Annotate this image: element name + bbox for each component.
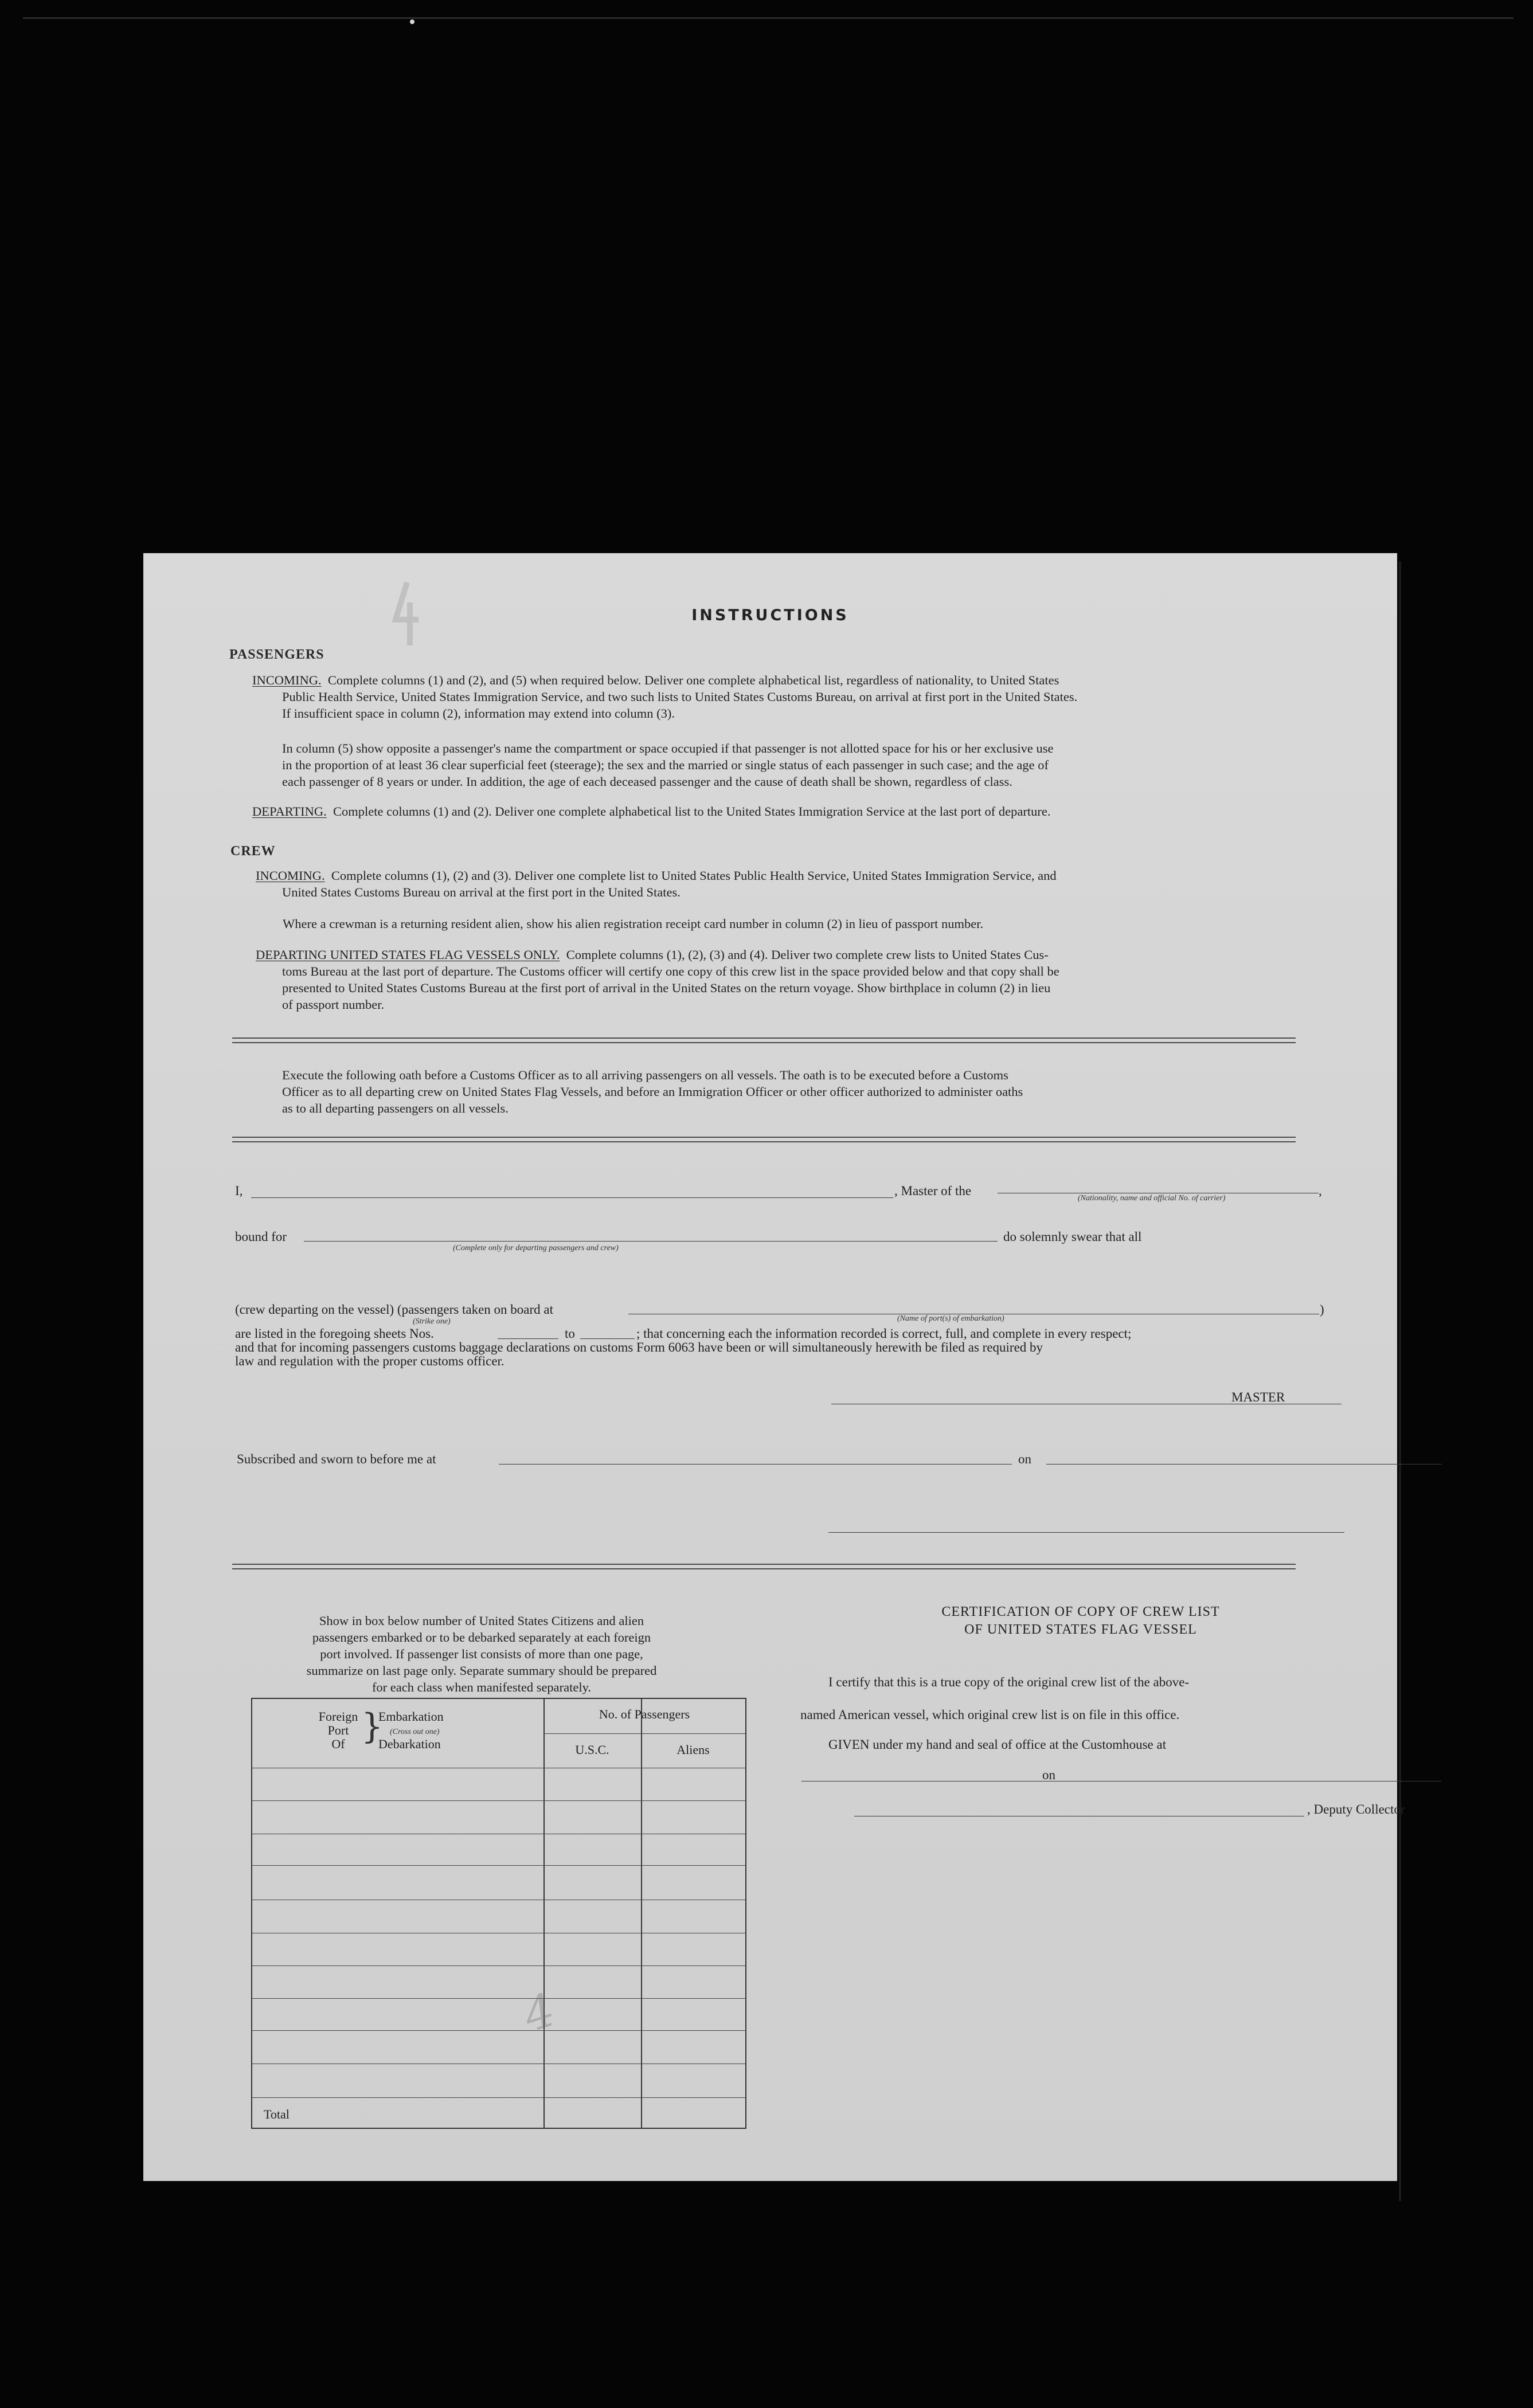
passengers-incoming-line-3: If insufficient space in column (2), information may extend into column (3). <box>282 706 675 721</box>
total-label: Total <box>264 2107 290 2121</box>
column5-paragraph <box>282 740 1291 790</box>
crew-departing-line-4: of passport number. <box>282 997 385 1012</box>
film-frame-edge <box>23 17 1514 19</box>
sheet-to-field[interactable] <box>580 1338 635 1339</box>
passengers-departing-lead: DEPARTING. <box>252 804 327 819</box>
crew-departing-line-1 <box>256 946 1293 963</box>
header-port: Port <box>327 1723 349 1737</box>
certification-title-line-2: OF UNITED STATES FLAG VESSEL <box>964 1622 1197 1637</box>
crew-incoming-line-2: United States Customs Bureau on arrival at the first port in the United States. <box>282 885 681 899</box>
listed-sheets-start: are listed in the foregoing sheets Nos. <box>235 1326 434 1341</box>
subscribed-sworn-label: Subscribed and sworn to before me at <box>237 1452 436 1466</box>
header-no-of-passengers: No. of Passengers <box>599 1707 690 1721</box>
officer-signature-field[interactable] <box>828 1532 1344 1533</box>
summary-instructions <box>235 1612 728 1696</box>
summary-instructions-line-5: for each class when manifested separately. <box>371 1680 592 1694</box>
section-divider <box>232 1037 1296 1043</box>
header-aliens: Aliens <box>676 1743 710 1757</box>
passengers-departing-paragraph <box>252 803 1296 820</box>
baggage-declaration-text: and that for incoming passengers customs baggage declarations on customs Form 6063 have been or will simultaneously herewith be filed as required by <box>235 1340 1043 1354</box>
master-name-field[interactable] <box>251 1197 893 1198</box>
column5-line-3: each passenger of 8 years or under. In addition, the age of each deceased passenger and the cause of death shall be shown, regardless of class. <box>282 774 1012 789</box>
oath-instructions-paragraph <box>282 1067 1285 1117</box>
certification-title-line-1: CERTIFICATION OF COPY OF CREW LIST <box>941 1604 1220 1619</box>
summary-instructions-line-1: Show in box below number of United States Citizens and alien <box>319 1614 644 1628</box>
form-page <box>143 553 1405 2181</box>
table-header-divider <box>543 1733 745 1734</box>
crew-departing-line-3: presented to United States Customs Bureau at the first port of arrival in the United States on the return voyage. Show birthplace in column (2) in lieu <box>282 981 1051 995</box>
passengers-incoming-paragraph <box>252 672 1290 722</box>
table-row-divider <box>252 1800 745 1801</box>
crew-incoming-text-1: Complete columns (1), (2) and (3). Deliver one complete list to United States Public Health Service, United States Immigration Service, and <box>331 868 1057 883</box>
listed-sheets-to: to <box>565 1326 575 1341</box>
summary-instructions-line-2: passengers embarked or to be debarked separately at each foreign <box>312 1630 651 1645</box>
table-row-divider <box>252 2097 745 2098</box>
master-label: MASTER <box>1231 1390 1285 1404</box>
column5-line-2: in the proportion of at least 36 clear superficial feet (steerage); the sex and the married or single status of each passenger in such case; and the age of <box>282 758 1049 772</box>
passenger-summary-table <box>251 1698 746 2129</box>
oath-instructions-line-3: as to all departing passengers on all vessels. <box>282 1101 509 1115</box>
crew-heading: CREW <box>230 844 276 859</box>
crew-departing-text-1: Complete columns (1), (2), (3) and (4). Deliver two complete crew lists to United States Cus- <box>566 947 1049 962</box>
master-of-label: , Master of the <box>894 1184 972 1198</box>
embarkation-ports-caption: (Name of port(s) of embarkation) <box>897 1314 1004 1323</box>
law-regulation-text: law and regulation with the proper customs officer. <box>235 1354 505 1368</box>
passengers-incoming-lead: INCOMING. <box>252 673 322 687</box>
certification-title <box>797 1603 1364 1639</box>
header-debarkation: Debarkation <box>378 1737 441 1751</box>
faint-handwriting-mark: 4 <box>517 1983 562 2043</box>
table-row-divider <box>252 1998 745 1999</box>
swear-text: do solemnly swear that all <box>1003 1230 1142 1244</box>
crew-departing-paragraph <box>256 946 1293 1013</box>
header-usc: U.S.C. <box>575 1743 609 1757</box>
header-embarkation: Embarkation <box>378 1709 444 1724</box>
oath-i-label: I, <box>235 1184 243 1198</box>
passengers-heading: PASSENGERS <box>229 647 324 662</box>
crew-departing-lead: DEPARTING UNITED STATES FLAG VESSELS ONLY. <box>256 947 560 962</box>
passengers-incoming-text-1: Complete columns (1) and (2), and (5) when required below. Deliver one complete alphabetical list, regardless of nationality, to United States <box>327 673 1059 687</box>
sworn-place-field[interactable] <box>499 1464 1012 1465</box>
header-cross-out: (Cross out one) <box>390 1728 440 1736</box>
carrier-caption: (Nationality, name and official No. of carrier) <box>1078 1194 1226 1203</box>
header-foreign: Foreign <box>318 1709 358 1724</box>
sworn-on-label: on <box>1018 1452 1031 1466</box>
film-frame-border <box>1399 562 1401 2201</box>
brace-icon: } <box>361 1706 384 1747</box>
film-dust-mark <box>410 19 414 24</box>
summary-instructions-line-3: port involved. If passenger list consists of more than one page, <box>320 1647 643 1661</box>
sheet-from-field[interactable] <box>498 1338 558 1339</box>
passengers-departing-text: Complete columns (1) and (2). Deliver one complete alphabetical list to the United States Immigration Service at the last port of departure. <box>333 804 1051 819</box>
table-row-divider <box>252 1965 745 1966</box>
bound-for-caption: (Complete only for departing passengers and crew) <box>453 1244 619 1252</box>
passengers-incoming-line-2: Public Health Service, United States Immigration Service, and two such lists to United States Customs Bureau, on arrival at first port in the United States. <box>282 690 1078 704</box>
crew-incoming-paragraph <box>256 867 1293 900</box>
oath-instructions-line-1: Execute the following oath before a Customs Officer as to all arriving passengers on all vessels. The oath is to be executed before a Customs <box>282 1068 1008 1082</box>
table-row-divider <box>252 1865 745 1866</box>
given-under-hand-text: GIVEN under my hand and seal of office at the Customhouse at <box>828 1737 1167 1752</box>
deputy-collector-label: , Deputy Collector <box>1307 1802 1405 1816</box>
crew-incoming-lead: INCOMING. <box>256 868 325 883</box>
passengers-incoming-line-1 <box>252 672 1290 688</box>
certification-on-label: on <box>1042 1768 1055 1782</box>
crew-departing-oath-text: (crew departing on the vessel) (passengers taken on board at <box>235 1302 553 1317</box>
column5-line-1: In column (5) show opposite a passenger's name the compartment or space occupied if that passenger is not allotted space for his or her exclusive use <box>282 741 1054 755</box>
section-divider <box>232 1137 1296 1142</box>
summary-instructions-line-4: summarize on last page only. Separate summary should be prepared <box>306 1663 657 1678</box>
sworn-date-field[interactable] <box>1046 1464 1442 1465</box>
section-divider <box>232 1564 1296 1569</box>
bound-for-label: bound for <box>235 1230 287 1244</box>
instructions-title: INSTRUCTIONS <box>691 606 849 624</box>
crew-resident-alien-text: Where a crewman is a returning resident alien, show his alien registration receipt card number in column (2) in lieu of passport number. <box>283 917 984 931</box>
oath-close-paren: ) <box>1320 1302 1324 1317</box>
strike-one-caption: (Strike one) <box>413 1317 451 1326</box>
crew-departing-line-2: toms Bureau at the last port of departure. The Customs officer will certify one copy of this crew list in the space provided below and that copy shall be <box>282 964 1059 978</box>
carrier-field-comma: , <box>1319 1184 1322 1198</box>
header-of: Of <box>331 1737 345 1751</box>
bound-for-field[interactable] <box>304 1241 998 1242</box>
certify-text-line-2: named American vessel, which original crew list is on file in this office. <box>800 1708 1180 1722</box>
crew-incoming-line-1 <box>256 867 1293 884</box>
table-row-divider <box>252 2030 745 2031</box>
oath-instructions-line-2: Officer as to all departing crew on United States Flag Vessels, and before an Immigration Officer or other officer authorized to administer oaths <box>282 1084 1023 1099</box>
listed-sheets-rest: ; that concerning each the information recorded is correct, full, and complete in every respect; <box>636 1326 1132 1341</box>
certify-text-line-1: I certify that this is a true copy of the original crew list of the above- <box>828 1675 1190 1689</box>
